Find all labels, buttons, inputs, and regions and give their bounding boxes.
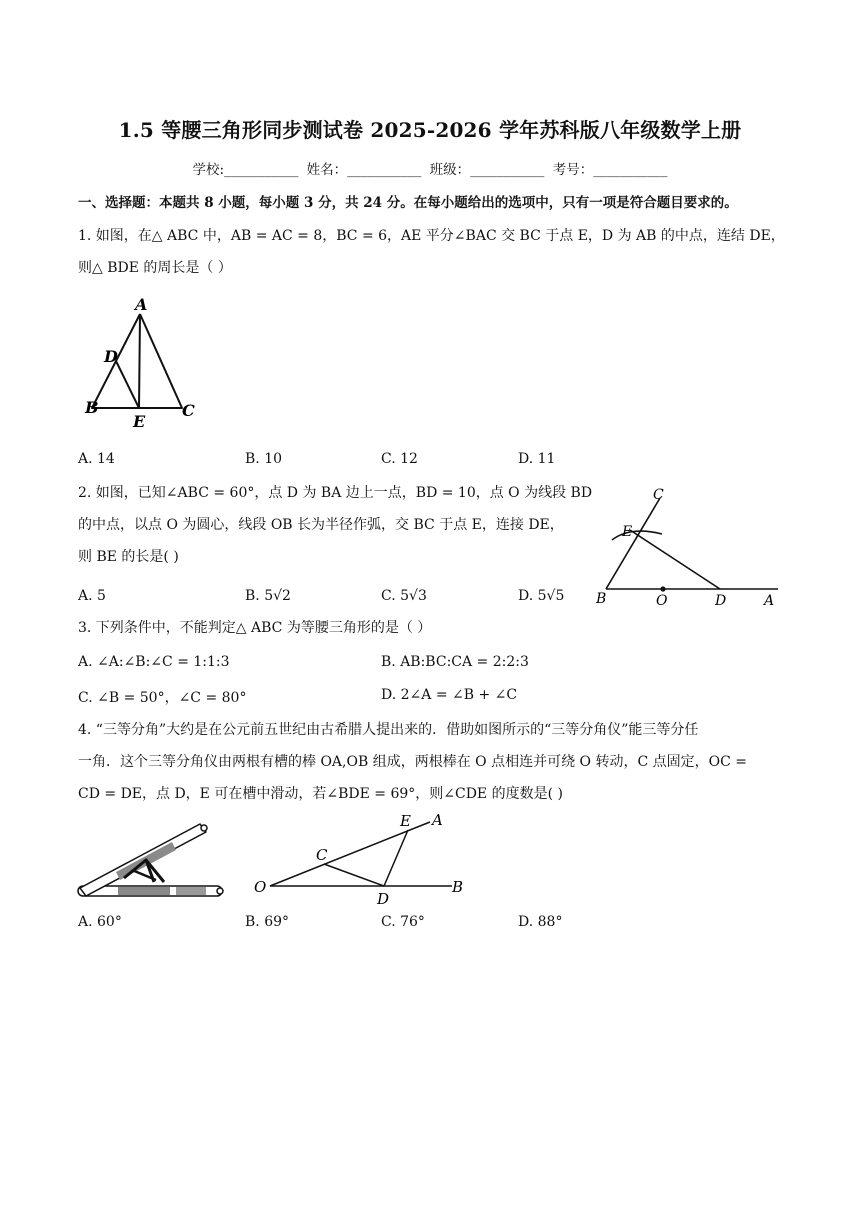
class-field: 班级：___________ xyxy=(429,162,545,178)
option-c[interactable]: C. 12 xyxy=(381,451,418,467)
option-b[interactable]: B. 5√2 xyxy=(245,588,291,604)
option-d[interactable]: D. 2∠A = ∠B + ∠C xyxy=(381,687,518,703)
exam-number-field: 考号：___________ xyxy=(552,162,668,178)
figure-label: D xyxy=(104,347,118,366)
figure-label: D xyxy=(377,890,390,908)
figure-label: D xyxy=(715,593,727,609)
question-3 xyxy=(78,612,431,644)
figure-label: B xyxy=(452,878,464,896)
question-line: 则△ BDE 的周长是（ ） xyxy=(78,260,232,276)
question-2-figure xyxy=(590,484,782,610)
figure-label: E xyxy=(400,812,411,830)
figure-label: O xyxy=(656,593,668,609)
section-heading: 一、选择题：本题共 8 小题，每小题 3 分，共 24 分。在每小题给出的选项中，只有一项是符合题目要求的。 xyxy=(78,195,738,211)
question-line: 的中点，以点 O 为圆心，线段 OB 长为半径作弧，交 BC 于点 E，连接 DE， xyxy=(78,517,564,533)
figure-label: B xyxy=(596,591,607,607)
figure-label: E xyxy=(133,412,146,431)
option-d[interactable]: D. 11 xyxy=(518,451,556,467)
option-c[interactable]: C. 5√3 xyxy=(381,588,427,604)
question-line: 1. 如图，在△ ABC 中，AB = AC = 8，BC = 6，AE 平分∠BAC 交 BC 于点 E，D 为 AB 的中点，连结 DE， xyxy=(78,228,785,244)
figure-label: A xyxy=(135,296,148,314)
question-1-figure xyxy=(82,296,202,432)
question-line: 则 BE 的长是( ) xyxy=(78,549,179,565)
question-line: 2. 如图，已知∠ABC = 60°，点 D 为 BA 边上一点，BD = 10，点 O 为线段 BD xyxy=(78,485,593,501)
question-4-figure xyxy=(252,808,472,908)
question-line: 4. “三等分角”大约是在公元前五世纪由古希腊人提出来的．借助如图所示的“三等分角仪”能三等分任 xyxy=(78,722,699,738)
figure-label: C xyxy=(316,846,328,864)
student-info-line xyxy=(0,158,860,178)
option-a[interactable]: A. 5 xyxy=(78,588,106,604)
question-line: CD = DE，点 D，E 可在槽中滑动，若∠BDE = 69°，则∠CDE 的度数是( ) xyxy=(78,786,563,802)
option-a[interactable]: A. ∠A:∠B:∠C = 1:1:3 xyxy=(78,654,230,670)
figure-label: A xyxy=(432,811,443,829)
option-d[interactable]: D. 5√5 xyxy=(518,588,565,604)
center-point-o xyxy=(660,586,665,591)
page-title: 1.5 等腰三角形同步测试卷 2025-2026 学年苏科版八年级数学上册 xyxy=(118,118,742,142)
question-4 xyxy=(78,714,747,810)
figure-label: B xyxy=(85,398,99,417)
question-line: 一角．这个三等分角仪由两根有槽的棒 OA,OB 组成，两根棒在 O 点相连并可绕 O 转动，C 点固定，OC = xyxy=(78,754,747,770)
trisector-instrument-image xyxy=(76,820,226,900)
figure-label: C xyxy=(653,487,664,503)
question-1 xyxy=(78,220,785,284)
figure-label: A xyxy=(764,593,775,609)
figure-label: E xyxy=(622,524,633,540)
school-field: 学校:___________ xyxy=(192,162,299,178)
option-b[interactable]: B. AB:BC:CA = 2:2:3 xyxy=(381,654,529,670)
option-d[interactable]: D. 88° xyxy=(518,914,563,930)
option-b[interactable]: B. 69° xyxy=(245,914,290,930)
option-c[interactable]: C. ∠B = 50°，∠C = 80° xyxy=(78,690,247,706)
figure-label: O xyxy=(254,878,267,896)
option-b[interactable]: B. 10 xyxy=(245,451,283,467)
question-line: 3. 下列条件中，不能判定△ ABC 为等腰三角形的是（ ） xyxy=(78,620,432,636)
option-a[interactable]: A. 60° xyxy=(78,914,122,930)
option-c[interactable]: C. 76° xyxy=(381,914,425,930)
option-a[interactable]: A. 14 xyxy=(78,451,115,467)
figure-label: C xyxy=(182,401,195,420)
question-2 xyxy=(78,477,592,573)
name-field: 姓名：___________ xyxy=(306,162,422,178)
